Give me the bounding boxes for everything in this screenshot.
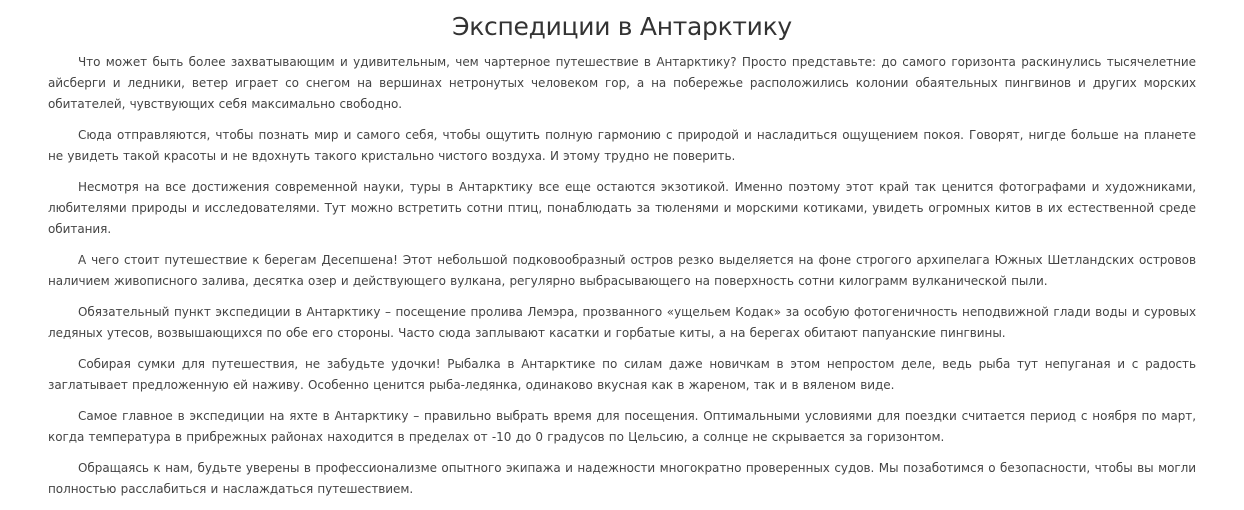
article-paragraph-deception-island: А чего стоит путешествие к берегам Десепшена! Этот небольшой подковообразный остров резко выделяется на фоне строгого архипелага Южных Шетландских островов наличием живописного залива, десятка озер и действующего вулкана, регулярно выбрасывающего на поверхность сотни килограмм вулканической пыли. — [48, 253, 1196, 288]
article-paragraph-closing: Обращаясь к нам, будьте уверены в профессионализме опытного экипажа и надежности многократно проверенных судов. Мы позаботимся о безопасности, чтобы вы могли полностью расслабиться и наслаждаться путешествием. — [48, 461, 1196, 496]
article-body — [48, 52, 1196, 500]
article-paragraph-season: Самое главное в экспедиции на яхте в Антарктику – правильно выбрать время для посещения. Оптимальными условиями для поездки считается период с ноября по март, когда температура в прибрежных районах находится в пределах от -10 до 0 градусов по Цельсию, а солнце не скрывается за горизонтом. — [48, 409, 1196, 444]
article-paragraph-harmony: Сюда отправляются, чтобы познать мир и самого себя, чтобы ощутить полную гармонию с природой и насладиться ощущением покоя. Говорят, нигде больше на планете не увидеть такой красоты и не вдохнуть такого кристально чистого воздуха. И этому трудно не поверить. — [48, 128, 1196, 163]
article — [48, 0, 1196, 510]
page-title: Экспедиции в Антарктику — [452, 12, 792, 41]
article-paragraph-lemaire-channel: Обязательный пункт экспедиции в Антарктику – посещение пролива Лемэра, прозванного «ущельем Кодак» за особую фотогеничность неподвижной глади воды и суровых ледяных утесов, возвышающихся по обе его стороны. Часто сюда заплывают касатки и горбатые киты, а на берегах обитают папуанские пингвины. — [48, 305, 1196, 340]
article-paragraph-fishing: Собирая сумки для путешествия, не забудьте удочки! Рыбалка в Антарктике по силам даже новичкам в этом непростом деле, ведь рыба тут непуганая и с радость заглатывает предложенную ей наживу. Особенно ценится рыба-ледянка, одинаково вкусная как в жареном, так и в вяленом виде. — [48, 357, 1196, 392]
article-paragraph-intro: Что может быть более захватывающим и удивительным, чем чартерное путешествие в Антарктику? Просто представьте: до самого горизонта раскинулись тысячелетние айсберги и ледники, ветер играет со снегом на вершинах нетронутых человеком гор, а на побережье расположились колонии обаятельных пингвинов и других морских обитателей, чувствующих себя максимально свободно. — [48, 55, 1196, 111]
article-paragraph-exotic: Несмотря на все достижения современной науки, туры в Антарктику все еще остаются экзотикой. Именно поэтому этот край так ценится фотографами и художниками, любителями природы и исследователями. Тут можно встретить сотни птиц, понаблюдать за тюленями и морскими котиками, увидеть огромных китов в их естественной среде обитания. — [48, 180, 1196, 236]
